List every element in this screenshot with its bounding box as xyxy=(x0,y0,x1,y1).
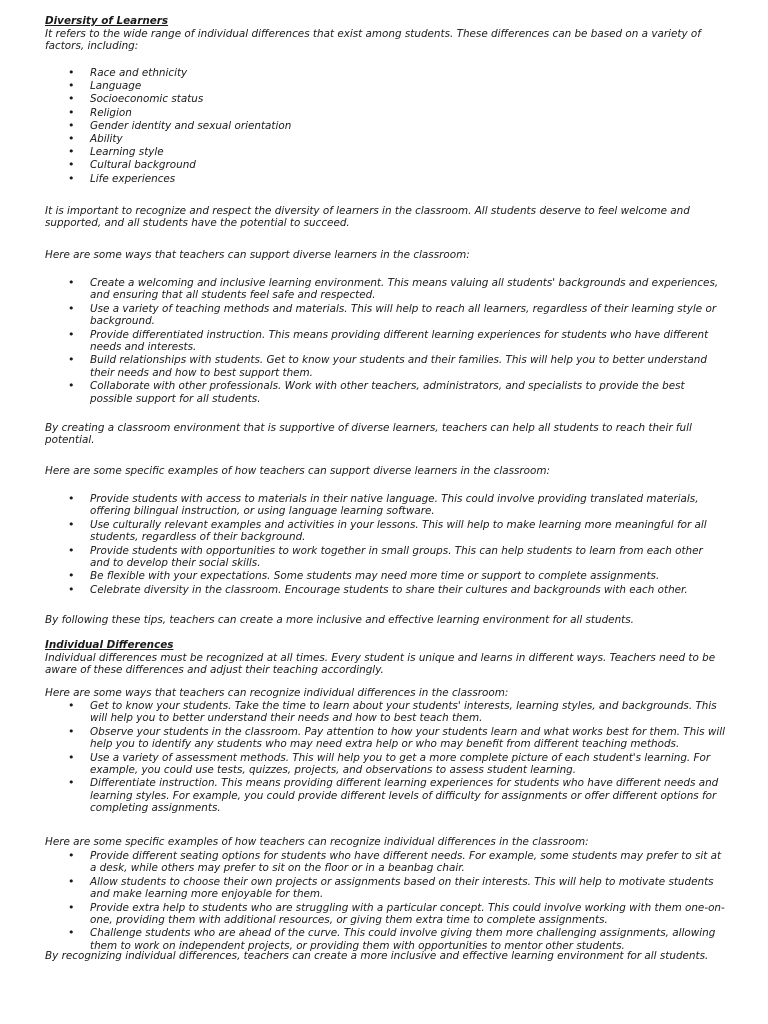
diversity-conclusion-2: By following these tips, teachers can create a more inclusive and effective learning environment for all students. xyxy=(45,614,634,626)
list-item: • Use a variety of teaching methods and materials. This will help to reach all learners, regardless of their learning style or background. xyxy=(45,303,725,328)
list-item: • Religion xyxy=(45,107,725,119)
diversity-factors-list xyxy=(45,67,725,185)
list-item: • Challenge students who are ahead of the curve. This could involve giving them more challenging assignments, allowing them to work on independent projects, or providing them with opportunities to mentor other students. xyxy=(45,927,725,952)
individual-intro: Individual differences must be recognized at all times. Every student is unique and learns in different ways. Teachers need to be aware of these differences and adjust their teaching accordingly. xyxy=(45,652,716,677)
list-item: • Collaborate with other professionals. Work with other teachers, administrators, and specialists to provide the best possible support for all students. xyxy=(45,380,725,405)
list-item: • Provide students with access to materials in their native language. This could involve providing translated materials, offering bilingual instruction, or using language learning software. xyxy=(45,493,725,518)
list-item: • Language xyxy=(45,80,725,92)
list-item: • Create a welcoming and inclusive learning environment. This means valuing all students' backgrounds and experiences, and ensuring that all students feel safe and respected. xyxy=(45,277,725,302)
individual-examples-intro: Here are some specific examples of how teachers can recognize individual differences in the classroom: xyxy=(45,836,589,848)
diversity-heading: Diversity of Learners xyxy=(45,15,169,27)
individual-conclusion: By recognizing individual differences, teachers can create a more inclusive and effective learning environment for all students. xyxy=(45,950,709,962)
list-item: • Differentiate instruction. This means providing different learning experiences for students who have different needs and learning styles. For example, you could provide different levels of difficulty for assignments or offer different options for completing assignments. xyxy=(45,777,725,814)
list-item: • Get to know your students. Take the time to learn about your students' interests, learning styles, and backgrounds. This will help you to better understand their needs and how to best teach them. xyxy=(45,700,725,725)
list-item: • Provide extra help to students who are struggling with a particular concept. This could involve working with them one-on-one, providing them with additional resources, or giving them extra time to complete assignments. xyxy=(45,902,725,927)
list-item: • Race and ethnicity xyxy=(45,67,725,79)
list-item: • Observe your students in the classroom. Pay attention to how your students learn and what works best for them. This will help you to identify any students who may need extra help or who may benefit from different teaching methods. xyxy=(45,726,725,751)
diversity-intro: It refers to the wide range of individual differences that exist among students. These differences can be based on a variety of factors, including: xyxy=(45,28,701,53)
diversity-examples-intro: Here are some specific examples of how teachers can support diverse learners in the classroom: xyxy=(45,465,551,477)
list-item: • Socioeconomic status xyxy=(45,93,725,105)
list-item: • Cultural background xyxy=(45,159,725,171)
list-item: • Celebrate diversity in the classroom. Encourage students to share their cultures and backgrounds with each other. xyxy=(45,584,725,596)
diversity-ways-list xyxy=(45,277,725,405)
list-item: • Use a variety of assessment methods. This will help you to get a more complete picture of each student's learning. For example, you could use tests, quizzes, projects, and observations to assess student learning. xyxy=(45,752,725,777)
individual-ways-list xyxy=(45,700,725,815)
list-item: • Gender identity and sexual orientation xyxy=(45,120,725,132)
list-item: • Provide different seating options for students who have different needs. For example, some students may prefer to sit at a desk, while others may prefer to sit on the floor or in a beanbag chair. xyxy=(45,850,725,875)
individual-ways-intro: Here are some ways that teachers can recognize individual differences in the classroom: xyxy=(45,687,509,699)
list-item: • Provide students with opportunities to work together in small groups. This can help students to learn from each other and to develop their social skills. xyxy=(45,545,725,570)
diversity-ways-intro: Here are some ways that teachers can support diverse learners in the classroom: xyxy=(45,249,470,261)
list-item: • Use culturally relevant examples and activities in your lessons. This will help to make learning more meaningful for all students, regardless of their background. xyxy=(45,519,725,544)
list-item: • Build relationships with students. Get to know your students and their families. This will help you to better understand their needs and how to best support them. xyxy=(45,354,725,379)
individual-heading: Individual Differences xyxy=(45,639,174,651)
diversity-importance: It is important to recognize and respect the diversity of learners in the classroom. All students deserve to feel welcome and supported, and all students have the potential to succeed. xyxy=(45,205,690,230)
list-item: • Allow students to choose their own projects or assignments based on their interests. This will help to motivate students and make learning more enjoyable for them. xyxy=(45,876,725,901)
diversity-examples-list xyxy=(45,493,725,596)
list-item: • Learning style xyxy=(45,146,725,158)
list-item: • Be flexible with your expectations. Some students may need more time or support to complete assignments. xyxy=(45,570,725,582)
list-item: • Provide differentiated instruction. This means providing different learning experiences for students who have different needs and interests. xyxy=(45,329,725,354)
list-item: • Ability xyxy=(45,133,725,145)
list-item: • Life experiences xyxy=(45,173,725,185)
diversity-conclusion-1: By creating a classroom environment that is supportive of diverse learners, teachers can help all students to reach their full potential. xyxy=(45,422,692,447)
individual-examples-list xyxy=(45,850,725,952)
